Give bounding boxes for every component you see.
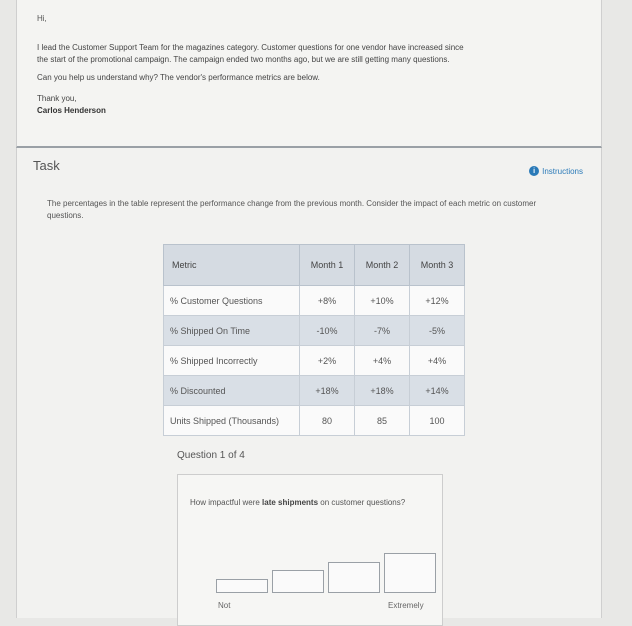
task-description: The percentages in the table represent the performance change from the previous month. Consider the impact of each metric on customer questions.: [47, 199, 537, 220]
table-cell: +8%: [300, 286, 355, 316]
scale-option-3[interactable]: [328, 562, 380, 593]
table-header-row: [164, 245, 465, 286]
table-cell: 80: [300, 406, 355, 436]
table-cell: +18%: [355, 376, 410, 406]
table-cell: +18%: [300, 376, 355, 406]
column-header-month-3: Month 3: [410, 245, 465, 286]
table-row: [164, 316, 465, 346]
scale-label-high: Extremely: [388, 601, 424, 610]
column-header-month-1: Month 1: [300, 245, 355, 286]
email-greeting: Hi,: [37, 14, 47, 23]
scale-label-low: Not: [218, 601, 231, 610]
table-cell: -5%: [410, 316, 465, 346]
table-cell: 100: [410, 406, 465, 436]
question-counter: Question 1 of 4: [177, 450, 245, 461]
metric-name-cell: % Shipped Incorrectly: [164, 346, 300, 376]
question-text-suffix: on customer questions?: [318, 498, 406, 507]
table-cell: +12%: [410, 286, 465, 316]
table-row: [164, 286, 465, 316]
table-cell: +2%: [300, 346, 355, 376]
email-line-1: I lead the Customer Support Team for the magazines category. Customer questions for one vendor have increased since: [37, 43, 464, 52]
question-card: [177, 474, 443, 626]
email-thanks: Thank you,: [37, 94, 77, 103]
table-cell: +4%: [410, 346, 465, 376]
metric-name-cell: % Customer Questions: [164, 286, 300, 316]
instructions-link[interactable]: [529, 166, 583, 176]
email-line-3: Can you help us understand why? The vendor's performance metrics are below.: [37, 73, 320, 82]
question-text-prefix: How impactful were: [190, 498, 263, 507]
table-cell: +10%: [355, 286, 410, 316]
table-cell: 85: [355, 406, 410, 436]
info-icon: i: [529, 166, 539, 176]
scale-option-2[interactable]: [272, 570, 324, 593]
table-cell: -10%: [300, 316, 355, 346]
email-line-2: the start of the promotional campaign. The campaign ended two months ago, but we are still getting many questions.: [37, 55, 450, 64]
table-cell: +14%: [410, 376, 465, 406]
metric-name-cell: Units Shipped (Thousands): [164, 406, 300, 436]
column-header-metric: Metric: [164, 245, 300, 286]
metrics-table: [163, 244, 465, 436]
table-row: [164, 406, 465, 436]
table-row: [164, 376, 465, 406]
question-text: [190, 497, 420, 509]
table-cell: -7%: [355, 316, 410, 346]
metric-name-cell: % Discounted: [164, 376, 300, 406]
metric-name-cell: % Shipped On Time: [164, 316, 300, 346]
table-cell: +4%: [355, 346, 410, 376]
email-panel: [16, 0, 602, 148]
instructions-label: Instructions: [542, 166, 583, 176]
email-signature: Carlos Henderson: [37, 106, 106, 115]
task-title: Task: [33, 158, 60, 173]
column-header-month-2: Month 2: [355, 245, 410, 286]
scale-option-1[interactable]: [216, 579, 268, 593]
table-row: [164, 346, 465, 376]
question-text-bold: late shipments: [262, 498, 319, 507]
task-panel: [16, 148, 602, 618]
scale-option-4[interactable]: [384, 553, 436, 593]
